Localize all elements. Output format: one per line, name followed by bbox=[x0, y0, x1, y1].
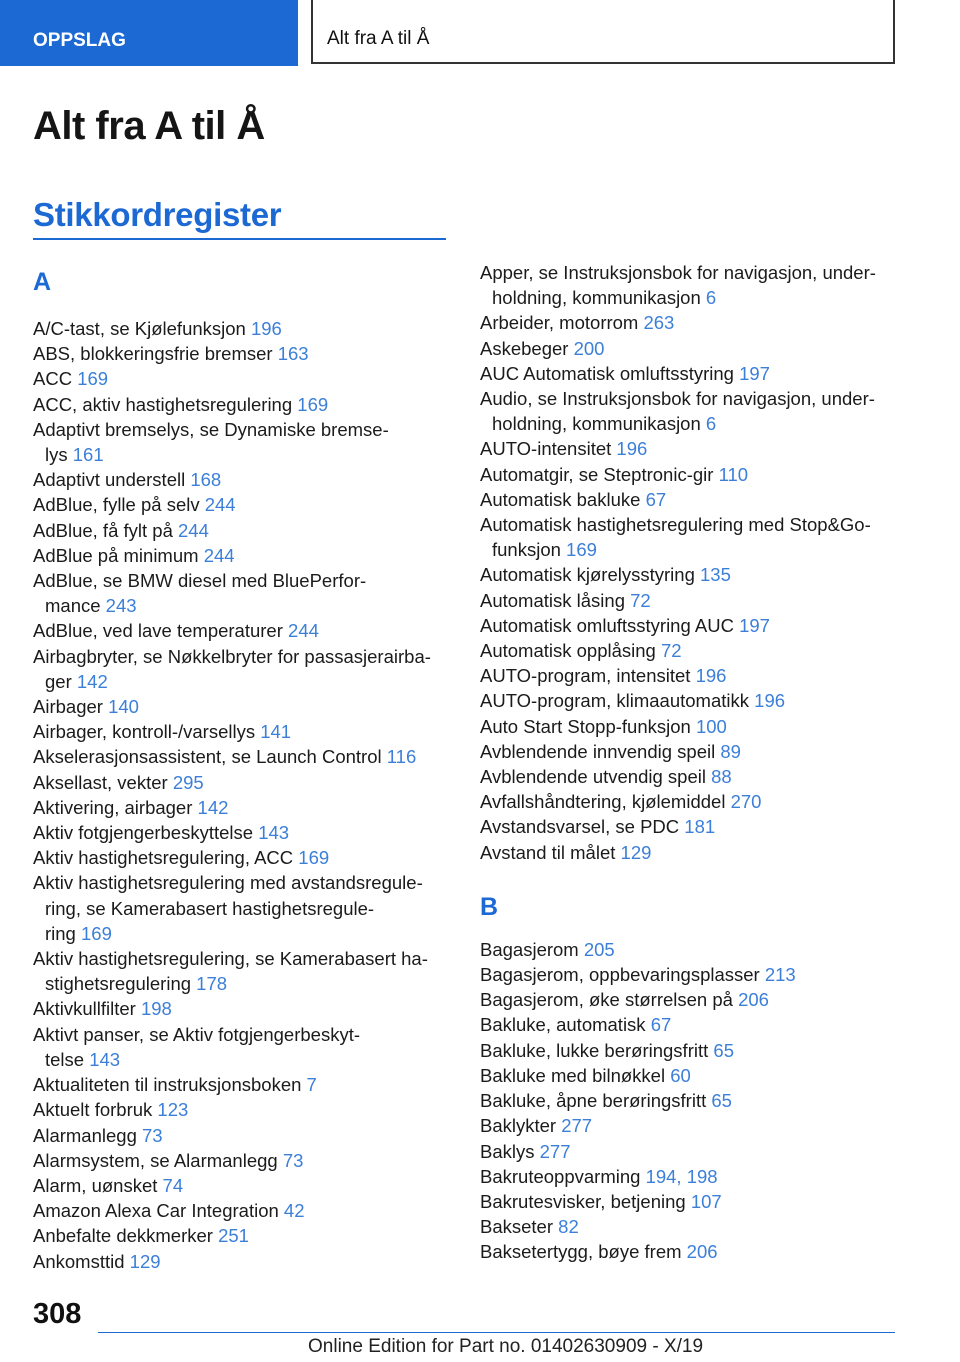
page-reference-link[interactable]: 178 bbox=[196, 973, 228, 995]
page-reference-link[interactable]: 72 bbox=[630, 589, 651, 611]
page-reference-link[interactable]: 6 bbox=[705, 413, 717, 435]
page-header bbox=[0, 0, 960, 66]
index-entry bbox=[33, 392, 473, 417]
entry-term: Automatisk hastighetsregulering med Stop&Go- funksjon bbox=[480, 514, 871, 561]
index-subtitle: Stikkordregister bbox=[33, 196, 282, 233]
page-reference-link[interactable]: 244 bbox=[288, 620, 319, 642]
index-entry bbox=[33, 341, 473, 366]
index-entry bbox=[480, 386, 920, 436]
page-reference-link[interactable]: 42 bbox=[283, 1200, 305, 1222]
index-entry bbox=[33, 1123, 473, 1148]
index-entry bbox=[480, 1239, 920, 1264]
page-reference-link[interactable]: 197 bbox=[739, 614, 770, 636]
index-entry bbox=[480, 1063, 920, 1088]
entry-term: Aktiv hastighetsregulering, se Kamerabasert ha- stighetsregulering bbox=[33, 948, 428, 995]
index-entry bbox=[480, 562, 920, 587]
index-entry bbox=[480, 1088, 920, 1113]
index-entry bbox=[480, 688, 920, 713]
page-reference-link[interactable]: 141 bbox=[260, 721, 292, 743]
index-entry bbox=[33, 870, 473, 946]
index-entry bbox=[480, 663, 920, 688]
page-reference-link[interactable]: 198 bbox=[140, 998, 172, 1020]
entry-term: Airbagbryter, se Nøkkelbryter for passasjerairba- ger bbox=[33, 645, 431, 692]
index-entry bbox=[33, 795, 473, 820]
page-reference-link[interactable]: 206 bbox=[738, 989, 769, 1011]
index-entry bbox=[480, 260, 920, 310]
entry-term: Aktiv hastighetsregulering, ACC bbox=[33, 847, 294, 869]
page-reference-link[interactable]: 107 bbox=[690, 1190, 722, 1212]
index-entry bbox=[480, 462, 920, 487]
entry-term: Aktivkullfilter bbox=[33, 998, 136, 1020]
page-reference-link[interactable]: 72 bbox=[661, 640, 682, 662]
page-reference-link[interactable]: 73 bbox=[142, 1124, 163, 1146]
page-reference-link[interactable]: 196 bbox=[250, 318, 282, 339]
index-column-left bbox=[33, 260, 473, 1274]
index-entry bbox=[480, 739, 920, 764]
page-reference-link[interactable]: 163 bbox=[277, 343, 309, 365]
index-entry bbox=[33, 1022, 473, 1072]
index-entry bbox=[33, 820, 473, 845]
index-entry bbox=[480, 962, 920, 987]
page-reference-link[interactable]: 244 bbox=[203, 544, 235, 566]
page-reference-link[interactable]: 263 bbox=[643, 312, 675, 334]
index-entry bbox=[480, 937, 920, 962]
page-reference-link[interactable]: 60 bbox=[670, 1064, 691, 1086]
page-reference-link[interactable]: 196 bbox=[754, 690, 786, 712]
index-entry bbox=[480, 512, 920, 562]
entry-term: Bakluke, lukke berøringsfritt bbox=[480, 1039, 709, 1061]
entry-term: Bagasjerom, oppbevaringsplasser bbox=[480, 964, 760, 986]
index-entry bbox=[480, 1139, 920, 1164]
entry-term: Bagasjerom, øke størrelsen på bbox=[480, 989, 733, 1011]
index-entry bbox=[33, 694, 473, 719]
page-reference-link[interactable]: 73 bbox=[282, 1149, 304, 1171]
page-reference-link[interactable]: 142 bbox=[197, 796, 229, 818]
entry-term: Automatisk låsing bbox=[480, 589, 625, 611]
index-entry bbox=[33, 1198, 473, 1223]
index-entry bbox=[480, 714, 920, 739]
page-reference-link[interactable]: 143 bbox=[89, 1048, 121, 1070]
entry-term: Baklys bbox=[480, 1140, 535, 1162]
entry-term: Automatisk bakluke bbox=[480, 488, 641, 510]
entry-term: Automatisk kjørelysstyring bbox=[480, 564, 695, 586]
index-entry bbox=[33, 618, 473, 643]
entry-term: Bakrutesvisker, betjening bbox=[480, 1190, 686, 1212]
entry-term: ACC, aktiv hastighetsregulering bbox=[33, 393, 293, 415]
entry-term: Alarmanlegg bbox=[33, 1124, 137, 1146]
entry-term: Aktivt panser, se Aktiv fotgjengerbeskyt- telse bbox=[33, 1023, 360, 1070]
page-reference-link[interactable]: 244 bbox=[204, 494, 236, 516]
entry-term: Bakruteoppvarming bbox=[480, 1165, 641, 1187]
index-letter-a: A bbox=[33, 268, 52, 296]
page-number: 308 bbox=[33, 1298, 82, 1330]
section-tab[interactable] bbox=[0, 0, 298, 66]
index-entry bbox=[33, 1249, 473, 1274]
index-entry bbox=[33, 1148, 473, 1173]
index-entry bbox=[480, 987, 920, 1012]
entry-term: Avstand til målet bbox=[480, 841, 616, 863]
chapter-label: Alt fra A til Å bbox=[327, 28, 430, 49]
index-entry bbox=[480, 1012, 920, 1037]
index-entry bbox=[33, 492, 473, 517]
index-entry bbox=[33, 996, 473, 1021]
entry-list-a-right bbox=[480, 260, 920, 865]
entry-term: Arbeider, motorrom bbox=[480, 312, 639, 334]
entry-term: Alarm, uønsket bbox=[33, 1174, 158, 1196]
index-entry bbox=[480, 436, 920, 461]
index-entry bbox=[480, 1038, 920, 1063]
index-entry bbox=[480, 814, 920, 839]
page-reference-link[interactable]: 161 bbox=[72, 444, 104, 466]
entry-term: Apper, se Instruksjonsbok for navigasjon, under- holdning, kommunikasjon bbox=[480, 262, 876, 309]
index-entry bbox=[480, 1113, 920, 1138]
index-entry bbox=[480, 361, 920, 386]
edition-footer: Online Edition for Part no. 01402630909 - X/19 bbox=[308, 1336, 704, 1357]
entry-term: Bakseter bbox=[480, 1216, 554, 1238]
page-reference-link[interactable]: 277 bbox=[539, 1140, 571, 1162]
index-entry bbox=[480, 789, 920, 814]
entry-term: Adaptivt understell bbox=[33, 469, 186, 491]
entry-term: Airbager, kontroll-/varsellys bbox=[33, 721, 256, 743]
page-reference-link[interactable]: 65 bbox=[711, 1090, 732, 1112]
entry-term: AUTO-program, klimaautomatikk bbox=[480, 690, 750, 712]
entry-term: Bakluke med bilnøkkel bbox=[480, 1064, 666, 1086]
page-reference-link[interactable]: 205 bbox=[583, 938, 615, 960]
page-title: Alt fra A til Å bbox=[33, 104, 265, 148]
index-entry bbox=[33, 644, 473, 694]
entry-list-a-left bbox=[33, 316, 473, 1274]
index-entry bbox=[33, 1072, 473, 1097]
entry-term: ACC bbox=[33, 368, 73, 390]
page-reference-link[interactable]: 6 bbox=[705, 287, 717, 309]
page-reference-link[interactable]: 143 bbox=[258, 822, 290, 844]
page-reference-link[interactable]: 295 bbox=[172, 771, 204, 793]
entry-term: Audio, se Instruksjonsbok for navigasjon, under- holdning, kommunikasjon bbox=[480, 388, 875, 435]
entry-term: Aksellast, vekter bbox=[33, 771, 168, 793]
index-entry bbox=[33, 845, 473, 870]
page-reference-link[interactable]: 196 bbox=[695, 665, 727, 687]
entry-term: Automatgir, se Steptronic-gir bbox=[480, 463, 714, 485]
page-reference-link[interactable]: 270 bbox=[730, 791, 762, 813]
entry-term: Aktiv fotgjengerbeskyttelse bbox=[33, 822, 254, 844]
entry-term: Bakluke, automatisk bbox=[480, 1014, 646, 1036]
index-entry bbox=[480, 1164, 920, 1189]
index-entry bbox=[480, 487, 920, 512]
entry-term: Automatisk omluftsstyring AUC bbox=[480, 614, 734, 636]
page-reference-link[interactable]: 277 bbox=[561, 1115, 593, 1137]
page-reference-link[interactable]: 194, 198 bbox=[645, 1165, 718, 1187]
index-entry bbox=[33, 316, 473, 341]
page-reference-link[interactable]: 200 bbox=[573, 337, 605, 359]
page-reference-link[interactable]: 89 bbox=[720, 740, 741, 762]
index-letter-b: B bbox=[480, 892, 499, 921]
index-entry bbox=[33, 1223, 473, 1248]
index-entry bbox=[480, 336, 920, 361]
subtitle-divider bbox=[33, 238, 446, 240]
entry-list-b bbox=[480, 937, 920, 1265]
index-column-right bbox=[480, 260, 920, 1265]
page-reference-link[interactable]: 181 bbox=[684, 816, 716, 838]
entry-term: Aktivering, airbager bbox=[33, 796, 193, 818]
index-entry bbox=[33, 719, 473, 744]
entry-term: AdBlue, fylle på selv bbox=[33, 494, 200, 516]
index-entry bbox=[33, 946, 473, 996]
entry-term: Bagasjerom bbox=[480, 938, 579, 960]
entry-term: Ankomsttid bbox=[33, 1250, 125, 1272]
page-reference-link[interactable]: 74 bbox=[162, 1174, 184, 1196]
page-reference-link[interactable]: 244 bbox=[178, 519, 209, 541]
page-reference-link[interactable]: 196 bbox=[616, 438, 648, 460]
page-reference-link[interactable]: 123 bbox=[157, 1099, 189, 1121]
page-reference-link[interactable]: 100 bbox=[695, 715, 727, 737]
entry-term: Bakluke, åpne berøringsfritt bbox=[480, 1090, 707, 1112]
index-entry bbox=[33, 1173, 473, 1198]
page-reference-link[interactable]: 251 bbox=[218, 1225, 249, 1247]
page-reference-link[interactable]: 169 bbox=[298, 847, 330, 869]
entry-term: Baklykter bbox=[480, 1115, 557, 1137]
entry-term: Avstandsvarsel, se PDC bbox=[480, 816, 680, 838]
index-entry bbox=[33, 1097, 473, 1122]
entry-term: Aktiv hastighetsregulering med avstandsregule- ring, se Kamerabasert hastighetsregule- ring bbox=[33, 872, 423, 944]
page-reference-link[interactable]: 169 bbox=[81, 922, 112, 944]
entry-term: AUTO-intensitet bbox=[480, 438, 612, 460]
entry-term: Askebeger bbox=[480, 337, 569, 359]
page-reference-link[interactable]: 213 bbox=[764, 964, 796, 986]
index-entry bbox=[33, 744, 473, 769]
index-entry bbox=[33, 366, 473, 391]
page-reference-link[interactable]: 129 bbox=[620, 841, 652, 863]
footer-divider bbox=[98, 1332, 895, 1333]
entry-term: A/C-tast, se Kjølefunksjon bbox=[33, 318, 246, 339]
page-reference-link[interactable]: 169 bbox=[297, 393, 329, 415]
index-entry bbox=[33, 770, 473, 795]
index-entry bbox=[480, 764, 920, 789]
page-reference-link[interactable]: 243 bbox=[105, 595, 137, 617]
index-entry bbox=[33, 518, 473, 543]
page-reference-link[interactable]: 142 bbox=[76, 670, 108, 692]
entry-term: Adaptivt bremselys, se Dynamiske bremse- lys bbox=[33, 418, 389, 466]
entry-term: Akselerasjonsassistent, se Launch Control bbox=[33, 746, 382, 768]
page-reference-link[interactable]: 140 bbox=[108, 696, 139, 718]
chapter-tab[interactable] bbox=[311, 0, 895, 64]
page-reference-link[interactable]: 65 bbox=[713, 1039, 734, 1061]
index-entry bbox=[480, 1189, 920, 1214]
page-reference-link[interactable]: 169 bbox=[77, 368, 109, 390]
index-entry bbox=[33, 568, 473, 618]
index-entry bbox=[33, 467, 473, 492]
page-reference-link[interactable]: 206 bbox=[686, 1241, 718, 1263]
entry-term: ABS, blokkeringsfrie bremser bbox=[33, 343, 273, 365]
index-entry bbox=[480, 638, 920, 663]
index-entry bbox=[480, 310, 920, 335]
entry-term: Auto Start Stopp-funksjon bbox=[480, 715, 691, 737]
entry-term: Baksetertygg, bøye frem bbox=[480, 1241, 682, 1263]
page-reference-link[interactable]: 110 bbox=[718, 463, 749, 485]
section-label: OPPSLAG bbox=[33, 30, 126, 51]
page-reference-link[interactable]: 197 bbox=[739, 362, 770, 384]
entry-term: Amazon Alexa Car Integration bbox=[33, 1200, 279, 1222]
page-reference-link[interactable]: 82 bbox=[558, 1216, 579, 1238]
page-reference-link[interactable]: 67 bbox=[645, 488, 667, 510]
entry-term: AUC Automatisk omluftsstyring bbox=[480, 362, 734, 384]
entry-term: Airbager bbox=[33, 696, 103, 718]
index-entry bbox=[480, 840, 920, 865]
entry-term: Anbefalte dekkmerker bbox=[33, 1225, 213, 1247]
index-entry bbox=[33, 543, 473, 568]
page-reference-link[interactable]: 116 bbox=[386, 746, 417, 768]
index-entry bbox=[33, 417, 473, 467]
entry-term: AdBlue på minimum bbox=[33, 544, 199, 566]
page-reference-link[interactable]: 88 bbox=[711, 766, 732, 788]
page-reference-link[interactable]: 168 bbox=[190, 469, 222, 491]
entry-term: Avblendende utvendig speil bbox=[480, 766, 706, 788]
entry-term: Aktuelt forbruk bbox=[33, 1099, 153, 1121]
entry-term: AdBlue, få fylt på bbox=[33, 519, 173, 541]
entry-term: Avblendende innvendig speil bbox=[480, 740, 716, 762]
index-entry bbox=[480, 613, 920, 638]
entry-term: Aktualiteten til instruksjonsboken bbox=[33, 1074, 302, 1096]
page-reference-link[interactable]: 169 bbox=[566, 539, 597, 561]
entry-term: AdBlue, se BMW diesel med BluePerfor- mance bbox=[33, 570, 367, 617]
page-reference-link[interactable]: 67 bbox=[650, 1014, 672, 1036]
page-reference-link[interactable]: 135 bbox=[700, 564, 731, 586]
index-entry bbox=[480, 1214, 920, 1239]
page-reference-link[interactable]: 7 bbox=[306, 1074, 317, 1096]
entry-term: Automatisk opplåsing bbox=[480, 640, 656, 662]
entry-term: Avfallshåndtering, kjølemiddel bbox=[480, 791, 726, 813]
index-entry bbox=[480, 588, 920, 613]
entry-term: AdBlue, ved lave temperaturer bbox=[33, 620, 283, 642]
page-reference-link[interactable]: 129 bbox=[129, 1250, 161, 1272]
entry-term: AUTO-program, intensitet bbox=[480, 665, 691, 687]
entry-term: Alarmsystem, se Alarmanlegg bbox=[33, 1149, 278, 1171]
